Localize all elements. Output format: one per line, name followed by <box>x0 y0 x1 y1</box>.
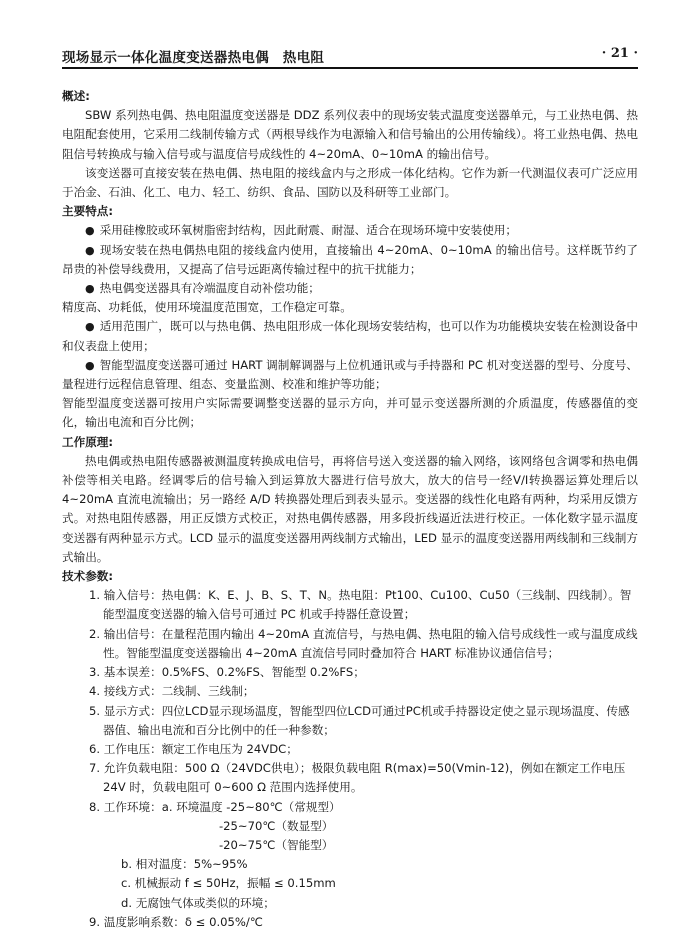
spec-item-6: 6. 工作电压：额定工作电压为 24VDC； <box>89 741 298 756</box>
header-rule <box>62 67 638 69</box>
feature-bullet-3 <box>62 279 638 298</box>
spec-item-8-b: -25~70℃（数显型） <box>219 818 334 833</box>
spec-item-3: 3. 基本误差：0.5%FS、0.2%FS、智能型 0.2%FS； <box>89 665 365 680</box>
spec-item-8-e: c. 机械振动 f ≤ 50Hz，振幅 ≤ 0.15mm <box>121 876 336 891</box>
running-title: 现场显示一体化温度变送器热电偶 热电阻 <box>62 50 325 66</box>
spec-item-1: 1. 输入信号：热电偶：K、E、J、B、S、T、N。热电阻：Pt100、Cu100、Cu50（三线制、四线制）。智能型温度变送器的输入信号可通过 PC 机或手持器任意设置； <box>89 588 632 622</box>
bullet-icon: ● <box>85 243 95 257</box>
spec-item-4: 4. 接线方式：二线制、三线制； <box>89 684 255 699</box>
page-number: · 21 · <box>601 46 638 61</box>
feature-text-2: 现场安装在热电偶热电阻的接线盒内使用，直接输出 4~20mA、0~10mA 的输出信号。这样既节约了昂贵的补偿导线费用，又提高了信号远距离传输过程中的抗干扰能力； <box>62 242 638 276</box>
specs-heading: 技术参数: <box>62 569 114 584</box>
page-body <box>62 87 638 932</box>
spec-item-8-d: b. 相对温度：5%~95% <box>121 857 248 872</box>
bullet-icon: ● <box>85 320 95 334</box>
spec-item-7: 7. 允许负载电阻：500 Ω（24VDC供电）；极限负载电阻 R(max)=50(Vmin-12)，例如在额定工作电压 24V 时，负载电阻可 0~600 Ω 范围内选择使用。 <box>89 761 626 795</box>
bullet-icon: ● <box>85 224 95 238</box>
feature-bullet-1 <box>62 221 638 240</box>
feature-bullet-5 <box>62 356 638 394</box>
feature-text-3: 热电偶变送器具有冷端温度自动补偿功能； <box>99 281 320 296</box>
spec-item-9: 9. 温度影响系数：δ ≤ 0.05%/℃ <box>89 914 263 929</box>
spec-item-5: 5. 显示方式：四位LCD显示现场温度，智能型四位LCD可通过PC机或手持器设定使之显示现场温度、传感器值、输出电流和百分比例中的任一种参数； <box>89 703 630 737</box>
feature-line-5: 智能型温度变送器可按用户实际需要调整变送器的显示方向，并可显示变送器所测的介质温度，传感器值的变化，输出电流和百分比例； <box>62 396 638 430</box>
principle-heading: 工作原理: <box>62 434 114 449</box>
bullet-icon: ● <box>85 358 95 372</box>
spec-item-8-f: d. 无腐蚀气体或类似的环境； <box>121 895 275 910</box>
features-heading: 主要特点: <box>62 204 114 219</box>
spec-item-8-c: -20~75℃（智能型） <box>219 837 334 852</box>
feature-bullet-2 <box>62 241 638 279</box>
feature-text-5: 智能型温度变送器可通过 HART 调制解调器与上位机通讯或与手持器和 PC 机对变送器的型号、分度号、量程进行远程信息管理、组态、变量监测、校准和维护等功能； <box>62 357 638 392</box>
feature-line-3: 精度高、功耗低，使用环境温度范围宽，工作稳定可靠。 <box>62 300 352 315</box>
spec-item-8-a: 8. 工作环境：a. 环境温度 -25~80℃（常规型） <box>89 799 341 814</box>
bullet-icon: ● <box>85 282 95 296</box>
principle-paragraph: 热电偶或热电阻传感器被测温度转换成电信号，再将信号送入变送器的输入网络，该网络包含调零和热电偶补偿等相关电路。经调零后的信号输入到运算放大器进行信号放大，放大的信号一经V/I转换器运算处理后以4~20mA 直流电流输出；另一路经 A/D 转换器处理后到表头显示。变送器的线性化电路有两种，均采用反馈方式。对热电阻传感器，用正反馈方式校正，对热电偶传感器，用多段折线逼近法进行校正。一体化数字显示温度变送器有两种显示方式。LCD 显示的温度变送器用两线制方式输出，LED 显示的温度变送器用两线制和三线制方式输出。 <box>62 453 638 564</box>
overview-heading: 概述: <box>62 89 90 103</box>
spec-item-2: 2. 输出信号：在量程范围内输出 4~20mA 直流信号，与热电偶、热电阻的输入信号成线性一或与温度成线性。智能型温度变送器输出 4~20mA 直流信号同时叠加符合 HART 标准协议通信信号； <box>89 626 638 660</box>
overview-paragraph-1: SBW 系列热电偶、热电阻温度变送器是 DDZ 系列仪表中的现场安装式温度变送器单元，与工业热电偶、热电阻配套使用，它采用二线制传输方式（两根导线作为电源输入和信号输出的公用传输线）。将工业热电偶、热电阻信号转换成与输入信号或与温度信号成线性的 4~20mA、0~10mA 的输出信号。 <box>62 108 638 161</box>
overview-paragraph-2: 该变送器可直接安装在热电偶、热电阻的接线盒内与之形成一体化结构。它作为新一代测温仪表可广泛应用于冶金、石油、化工、电力、轻工、纺织、食品、国防以及科研等工业部门。 <box>62 165 638 200</box>
page-header <box>62 44 638 66</box>
feature-text-4: 适用范围广，既可以与热电偶、热电阻形成一体化现场安装结构，也可以作为功能模块安装在检测设备中和仪表盘上使用； <box>62 319 638 353</box>
feature-text-1: 采用硅橡胶或环氧树脂密封结构，因此耐震、耐湿、适合在现场环境中安装使用； <box>99 223 517 238</box>
feature-bullet-4 <box>62 317 638 355</box>
